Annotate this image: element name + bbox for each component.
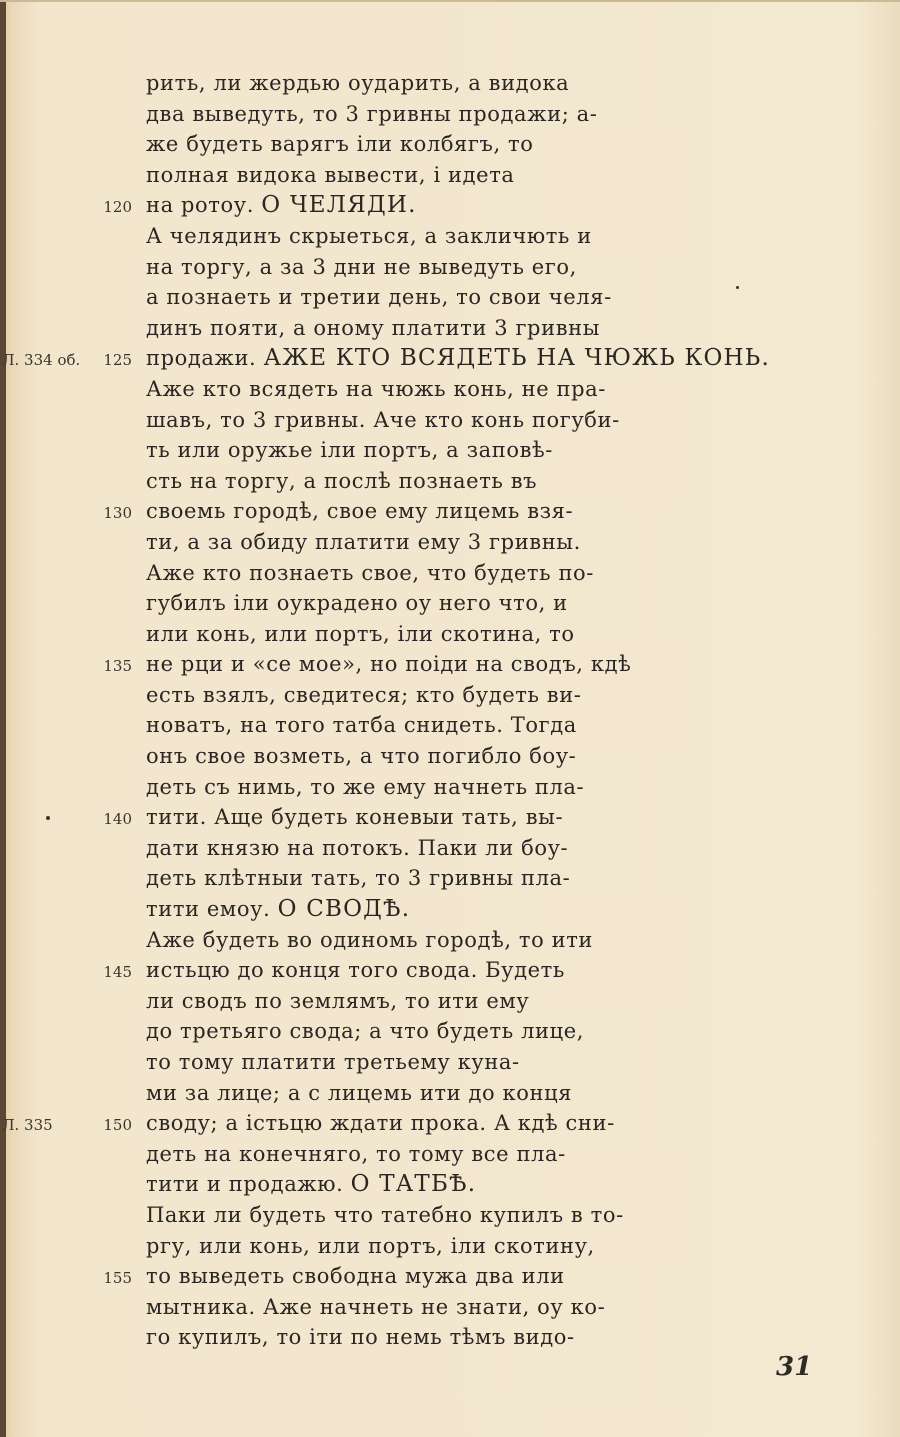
- line-text: Аже будеть во одиномь городѣ, то ити: [146, 927, 594, 952]
- ink-speck: [736, 286, 739, 289]
- line-text: ми за лице; а с лицемь ити до конця: [146, 1080, 573, 1105]
- line-text: ли сводъ по землямъ, то ити ему: [146, 988, 530, 1013]
- line-text: губилъ іли оукрадено оу него что, и: [146, 591, 568, 616]
- text-line: [146, 221, 786, 252]
- line-text: деть на конечняго, то тому все пла-: [146, 1141, 566, 1166]
- line-text: два выведуть, то 3 гривны продажи; а-: [146, 101, 598, 126]
- text-line: [146, 1292, 786, 1323]
- line-number: 155: [103, 1269, 132, 1288]
- text-line: [146, 343, 786, 374]
- text-line: [146, 466, 786, 497]
- text-line: [146, 894, 786, 925]
- line-text: ти, а за обиду платити ему 3 гривны.: [146, 529, 581, 554]
- text-line: [146, 1322, 786, 1353]
- text-line: [146, 496, 786, 527]
- line-text: на торгу, а за 3 дни не выведуть его,: [146, 254, 577, 279]
- line-text: то тому платити третьему куна-: [146, 1050, 520, 1074]
- line-text: шавъ, то 3 гривны. Аче кто конь погуби-: [146, 407, 620, 432]
- line-text: тити и продажю.: [146, 1172, 351, 1197]
- line-text: истьцю до конця того свода. Будеть: [146, 958, 565, 983]
- page-number: 31: [776, 1352, 813, 1382]
- line-text: же будеть варягъ іли колбягъ, то: [146, 132, 534, 157]
- section-heading: О ТАТБѢ.: [350, 1171, 477, 1198]
- text-line: [146, 741, 786, 772]
- ink-speck: [46, 816, 50, 820]
- section-heading: О ЧЕЛЯДИ.: [261, 192, 417, 219]
- text-line: [146, 680, 786, 711]
- line-text: тити емоу.: [146, 897, 278, 922]
- page-top-edge: [0, 0, 900, 2]
- text-line: [146, 710, 786, 741]
- line-number: 140: [103, 810, 132, 829]
- line-text: го купилъ, то іти по немь тѣмъ видо-: [146, 1325, 575, 1350]
- text-line: [146, 190, 786, 221]
- line-text: продажи.: [146, 346, 264, 371]
- line-text: рить, ли жердью оударить, а видока: [146, 71, 570, 95]
- text-line: [146, 374, 786, 405]
- text-line: [146, 405, 786, 436]
- line-text: деть съ нимь, то же ему начнеть пла-: [146, 774, 585, 799]
- text-line: [146, 1200, 786, 1231]
- line-text: деть клѣтныи тать, то 3 гривны пла-: [146, 866, 571, 891]
- text-line: [146, 986, 786, 1017]
- text-line: [146, 527, 786, 558]
- text-line: [146, 558, 786, 589]
- text-line: [146, 1108, 786, 1139]
- text-line: [146, 313, 786, 344]
- text-line: [146, 99, 786, 130]
- line-text: мытника. Аже начнеть не знати, оу ко-: [146, 1294, 606, 1319]
- text-line: [146, 68, 786, 99]
- line-text: сть на торгу, а послѣ познаеть въ: [146, 468, 538, 493]
- line-number: 150: [103, 1116, 132, 1135]
- text-line: [146, 129, 786, 160]
- book-spine-edge: [0, 0, 6, 1437]
- line-text: своемь городѣ, свое ему лицемь взя-: [146, 499, 574, 524]
- line-text: или конь, или портъ, іли скотина, то: [146, 621, 575, 646]
- text-line: [146, 588, 786, 619]
- line-text: Аже кто всядеть на чюжь конь, не пра-: [146, 376, 606, 401]
- line-text: полная видока вывести, і идета: [146, 162, 515, 187]
- line-text: не рци и «се мое», но поіди на сводъ, кдѣ: [146, 652, 632, 677]
- line-text: ргу, или конь, или портъ, іли скотину,: [146, 1233, 595, 1258]
- section-heading: АЖЕ КТО ВСЯДЕТЬ НА ЧЮЖЬ КОНЬ.: [263, 345, 770, 372]
- text-line: [146, 252, 786, 283]
- text-line: [146, 1169, 786, 1200]
- text-line: [146, 160, 786, 191]
- line-text: своду; а істьцю ждати прока. А кдѣ сни-: [146, 1111, 615, 1136]
- folio-reference: Л. 335: [2, 1116, 53, 1135]
- line-text: на ротоу.: [146, 193, 262, 218]
- line-number: 135: [103, 657, 132, 676]
- folio-reference: Л. 334 об.: [2, 351, 81, 370]
- line-text: есть взялъ, сведитеся; кто будеть ви-: [146, 682, 582, 707]
- text-line: [146, 925, 786, 956]
- body-text: [146, 68, 786, 1353]
- line-text: динъ пояти, а оному платити 3 гривны: [146, 315, 601, 340]
- line-text: Аже кто познаеть свое, что будеть по-: [146, 560, 594, 585]
- text-line: [146, 1078, 786, 1109]
- line-text: то выведеть свободна мужа два или: [146, 1264, 565, 1289]
- line-text: тити. Аще будеть коневыи тать, вы-: [146, 805, 564, 830]
- text-line: [146, 435, 786, 466]
- section-heading: О СВОДѢ.: [277, 896, 411, 923]
- line-text: онъ свое возметь, а что погибло боу-: [146, 744, 577, 769]
- line-text: до третьяго свода; а что будеть лице,: [146, 1019, 585, 1044]
- text-line: [146, 833, 786, 864]
- text-line: [146, 955, 786, 986]
- line-text: а познаеть и третии день, то свои челя-: [146, 285, 612, 310]
- text-line: [146, 772, 786, 803]
- line-number: 145: [103, 963, 132, 982]
- text-line: [146, 1016, 786, 1047]
- text-line: [146, 282, 786, 313]
- line-number: 125: [103, 351, 132, 370]
- line-number: 120: [103, 198, 132, 217]
- line-text: дати князю на потокъ. Паки ли боу-: [146, 835, 569, 860]
- line-number: 130: [103, 504, 132, 523]
- text-line: [146, 1139, 786, 1170]
- text-line: [146, 1261, 786, 1292]
- line-text: Паки ли будеть что татебно купилъ в то-: [146, 1202, 624, 1227]
- text-line: [146, 802, 786, 833]
- text-line: [146, 1047, 786, 1078]
- line-text: новатъ, на того татба снидеть. Тогда: [146, 713, 577, 738]
- text-line: [146, 1231, 786, 1262]
- line-text: ть или оружье іли портъ, а заповѣ-: [146, 438, 553, 463]
- text-line: [146, 649, 786, 680]
- line-text: А челядинъ скрыеться, а закличють и: [146, 223, 592, 248]
- text-line: [146, 619, 786, 650]
- text-line: [146, 863, 786, 894]
